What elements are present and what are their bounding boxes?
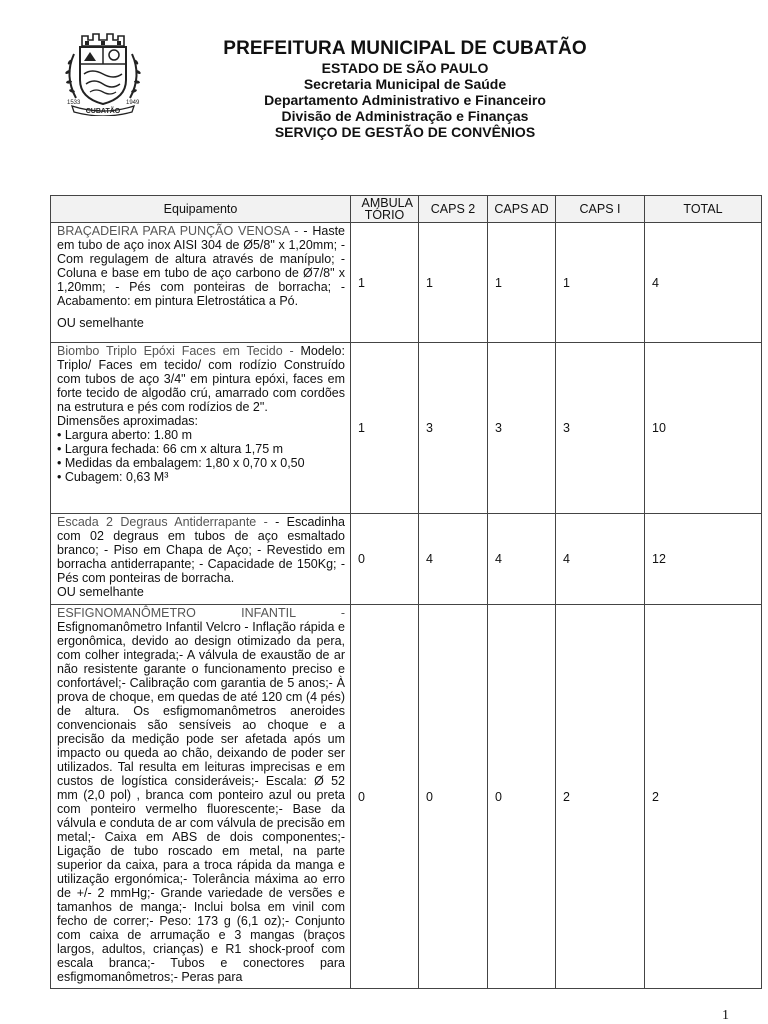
coat-of-arms-logo	[60, 32, 146, 116]
column-header-caps2: CAPS 2	[419, 196, 488, 223]
equipment-name: ESFIGNOMANÔMETRO INFANTIL -	[57, 606, 345, 620]
equipment-cell	[51, 605, 351, 989]
letterhead	[170, 38, 640, 140]
equipment-name: Escada 2 Degraus Antiderrapante -	[57, 515, 268, 529]
svg-text:1949: 1949	[126, 100, 140, 106]
svg-text:1533: 1533	[67, 100, 81, 106]
qty-total: 2	[645, 605, 762, 989]
qty-ambulatorio: 1	[351, 343, 419, 514]
header-secretariat: Secretaria Municipal de Saúde	[303, 76, 507, 92]
page-title: PREFEITURA MUNICIPAL DE CUBATÃO	[223, 38, 587, 59]
table-row	[51, 343, 762, 514]
equipment-table	[50, 195, 762, 989]
equipment-name: Biombo Triplo Epóxi Faces em Tecido -	[57, 344, 294, 358]
header-service: SERVIÇO DE GESTÃO DE CONVÊNIOS	[274, 124, 536, 140]
qty-capsi: 4	[556, 514, 645, 605]
dimensions-title: Dimensões aproximadas:	[57, 414, 199, 428]
qty-capsi: 1	[556, 223, 645, 343]
table-row	[51, 223, 762, 343]
qty-total: 4	[645, 223, 762, 343]
qty-capsad: 0	[488, 605, 556, 989]
dimension-bullet: • Cubagem: 0,63 M³	[57, 470, 169, 484]
column-header-capsi: CAPS I	[556, 196, 645, 223]
qty-capsad: 1	[488, 223, 556, 343]
equipment-note: OU semelhante	[57, 316, 144, 330]
equipment-cell	[51, 514, 351, 605]
qty-capsad: 4	[488, 514, 556, 605]
column-header-ambulatorio	[351, 196, 419, 223]
qty-capsad: 3	[488, 343, 556, 514]
equipment-cell	[51, 343, 351, 514]
table-header-row	[51, 196, 762, 223]
equipment-description: - Escadinha com 02 degraus em tubos de aço esmaltado branco; - Piso em Chapa de Aço; - Revestido em borracha antiderrapante; - Capacidade de 150Kg; - Pés com ponteiras de borracha.	[57, 515, 345, 585]
qty-caps2: 3	[419, 343, 488, 514]
column-header-equipamento: Equipamento	[51, 196, 351, 223]
qty-capsi: 2	[556, 605, 645, 989]
qty-ambulatorio: 1	[351, 223, 419, 343]
qty-capsi: 3	[556, 343, 645, 514]
equipment-cell	[51, 223, 351, 343]
column-header-ambulatorio-label: AMBULA TÓRIO	[361, 196, 413, 222]
header-state: ESTADO DE SÃO PAULO	[321, 60, 489, 76]
svg-text:CUBATÃO: CUBATÃO	[85, 108, 121, 115]
dimension-bullet: • Largura aberto: 1.80 m	[57, 428, 193, 442]
equipment-name: BRAÇADEIRA PARA PUNÇÃO VENOSA -	[57, 224, 299, 238]
qty-ambulatorio: 0	[351, 514, 419, 605]
table-row	[51, 514, 762, 605]
header-division: Divisão de Administração e Finanças	[281, 108, 529, 124]
table-row	[51, 605, 762, 989]
equipment-note: OU semelhante	[57, 585, 144, 599]
qty-total: 10	[645, 343, 762, 514]
qty-ambulatorio: 0	[351, 605, 419, 989]
column-header-total: TOTAL	[645, 196, 762, 223]
equipment-description: Modelo: Triplo/ Faces em tecido/ com rodízio Construído com tubos de aço 3/4" em pintura epóxi, faces em forte tecido de algodão crú, amarrado com cordões na estrutura e pés com rodízios de 2".	[57, 344, 345, 414]
column-header-capsad: CAPS AD	[488, 196, 556, 223]
dimension-bullet: • Largura fechada: 66 cm x altura 1,75 m	[57, 442, 284, 456]
qty-caps2: 4	[419, 514, 488, 605]
header-department: Departamento Administrativo e Financeiro	[264, 92, 546, 108]
page-number: 1	[722, 1008, 729, 1023]
equipment-description: Esfignomanômetro Infantil Velcro - Inflação rápida e ergonômica, devido ao design otimizado da pera, com colher integrada;- A válvula de exaustão de ar não resistente garante o funcionamento preciso e confortável;- Calibração com garantia de 5 anos;- À prova de choque, em quedas de até 120 cm (4 pés) de altura. Os esfigmomanômetros aneroides convencionais são sensíveis ao choque e a precisão da medição pode ser afetada após um impacto ou queda ao chão, deixando de poder ser utilizados. Tal resulta em leituras imprecisas e em custos de logística consideráveis;- Escala: Ø 52 mm (2,0 pol) , branca com ponteiro azul ou preta com ponteiro vermelho fluorescente;- Base da válvula e conduta de ar com válvula de precisão em metal;- Caixa em ABS de dois componentes;- Ligação de tubo roscado em metal, na parte superior da caixa, para a troca rápida da manga e utilização ergonómica;- Tolerância máxima ao erro de +/- 2 mmHg;- Grande variedade de versões e tamanhos de manga;- Inclui bolsa em vinil com fecho de correr;- Peso: 173 g (6,1 oz);- Conjunto com caixa de arrumação e 3 mangas (braços largos, adultos, crianças) e R1 shock-proof com escala branca;- Tubos e conectores para esfigmomanômetros;- Peras para	[57, 620, 345, 984]
qty-total: 12	[645, 514, 762, 605]
equipment-description: - Haste em tubo de aço inox AISI 304 de Ø5/8" x 1,20mm; - Com regulagem de altura através de manípulo; - Coluna e base em tubo de aço carbono de Ø7/8" x 1,20mm; - Pés com ponteiras de borracha; - Acabamento: em pintura Eletrostática a Pó.	[57, 224, 345, 308]
qty-caps2: 0	[419, 605, 488, 989]
qty-caps2: 1	[419, 223, 488, 343]
dimension-bullet: • Medidas da embalagem: 1,80 x 0,70 x 0,50	[57, 456, 305, 470]
